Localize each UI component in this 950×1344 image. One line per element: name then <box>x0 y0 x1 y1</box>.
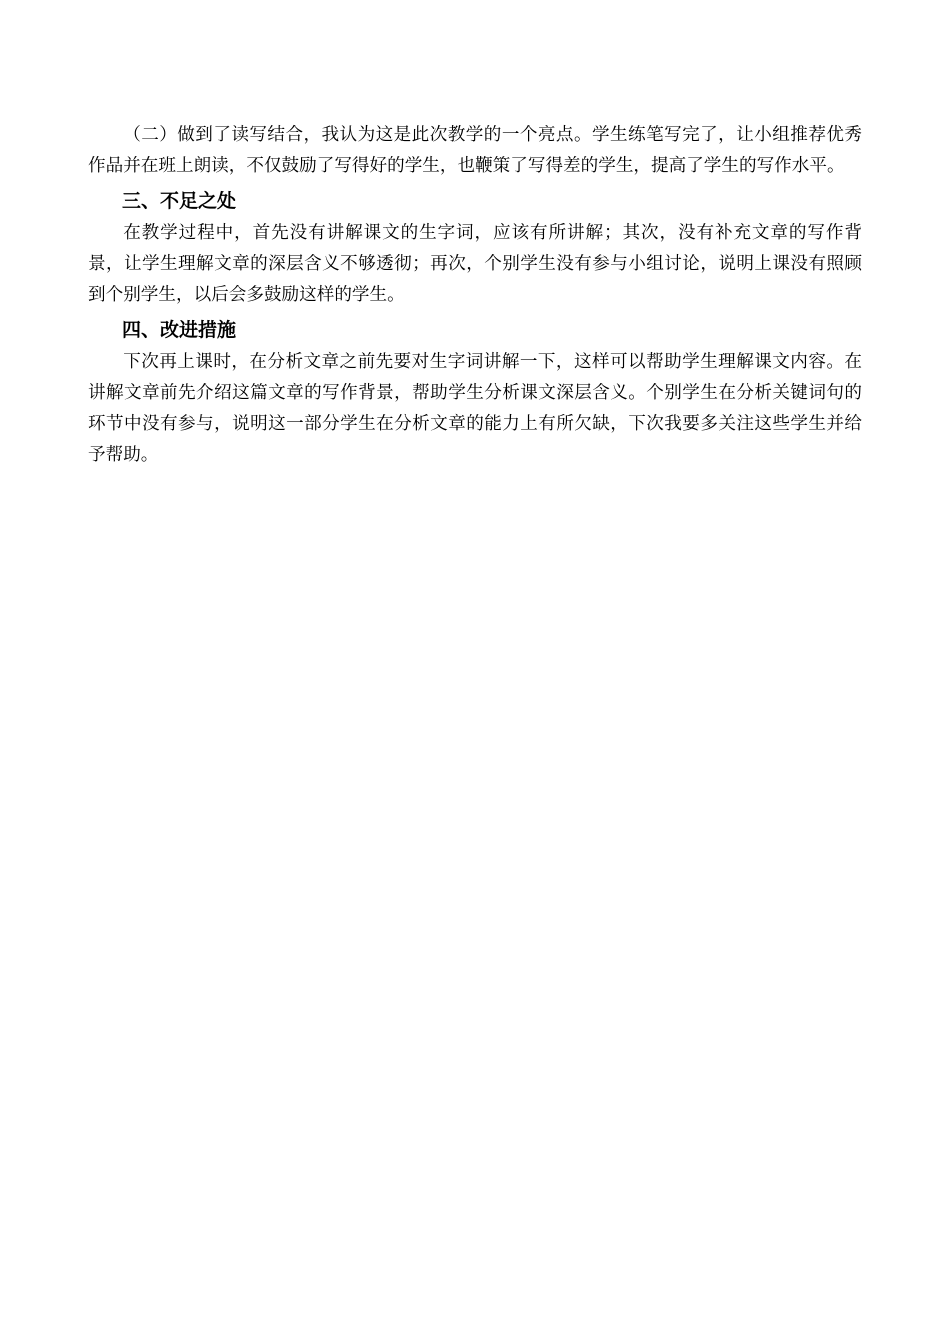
section-heading-improvements: 四、改进措施 <box>122 319 237 341</box>
paragraph-reading-writing: （二）做到了读写结合，我认为这是此次教学的一个亮点。学生练笔写完了，让小组推荐优秀作品并在班上朗读，不仅鼓励了写得好的学生，也鞭策了写得差的学生，提高了学生的写作水平。 <box>88 125 862 176</box>
paragraph-improvements: 下次再上课时，在分析文章之前先要对生字词讲解一下，这样可以帮助学生理解课文内容。在讲解文章前先介绍这篇文章的写作背景，帮助学生分析课文深层含义。个别学生在分析关键词句的环节中没有参与，说明这一部分学生在分析文章的能力上有所欠缺，下次我要多关注这些学生并给予帮助。 <box>88 352 862 465</box>
paragraph-shortcomings: 在教学过程中，首先没有讲解课文的生字词，应该有所讲解；其次，没有补充文章的写作背景，让学生理解文章的深层含义不够透彻；再次，个别学生没有参与小组讨论，说明上课没有照顾到个别学生，以后会多鼓励这样的学生。 <box>88 223 862 305</box>
document-page <box>88 120 862 471</box>
section-heading-shortcomings: 三、不足之处 <box>122 190 237 212</box>
